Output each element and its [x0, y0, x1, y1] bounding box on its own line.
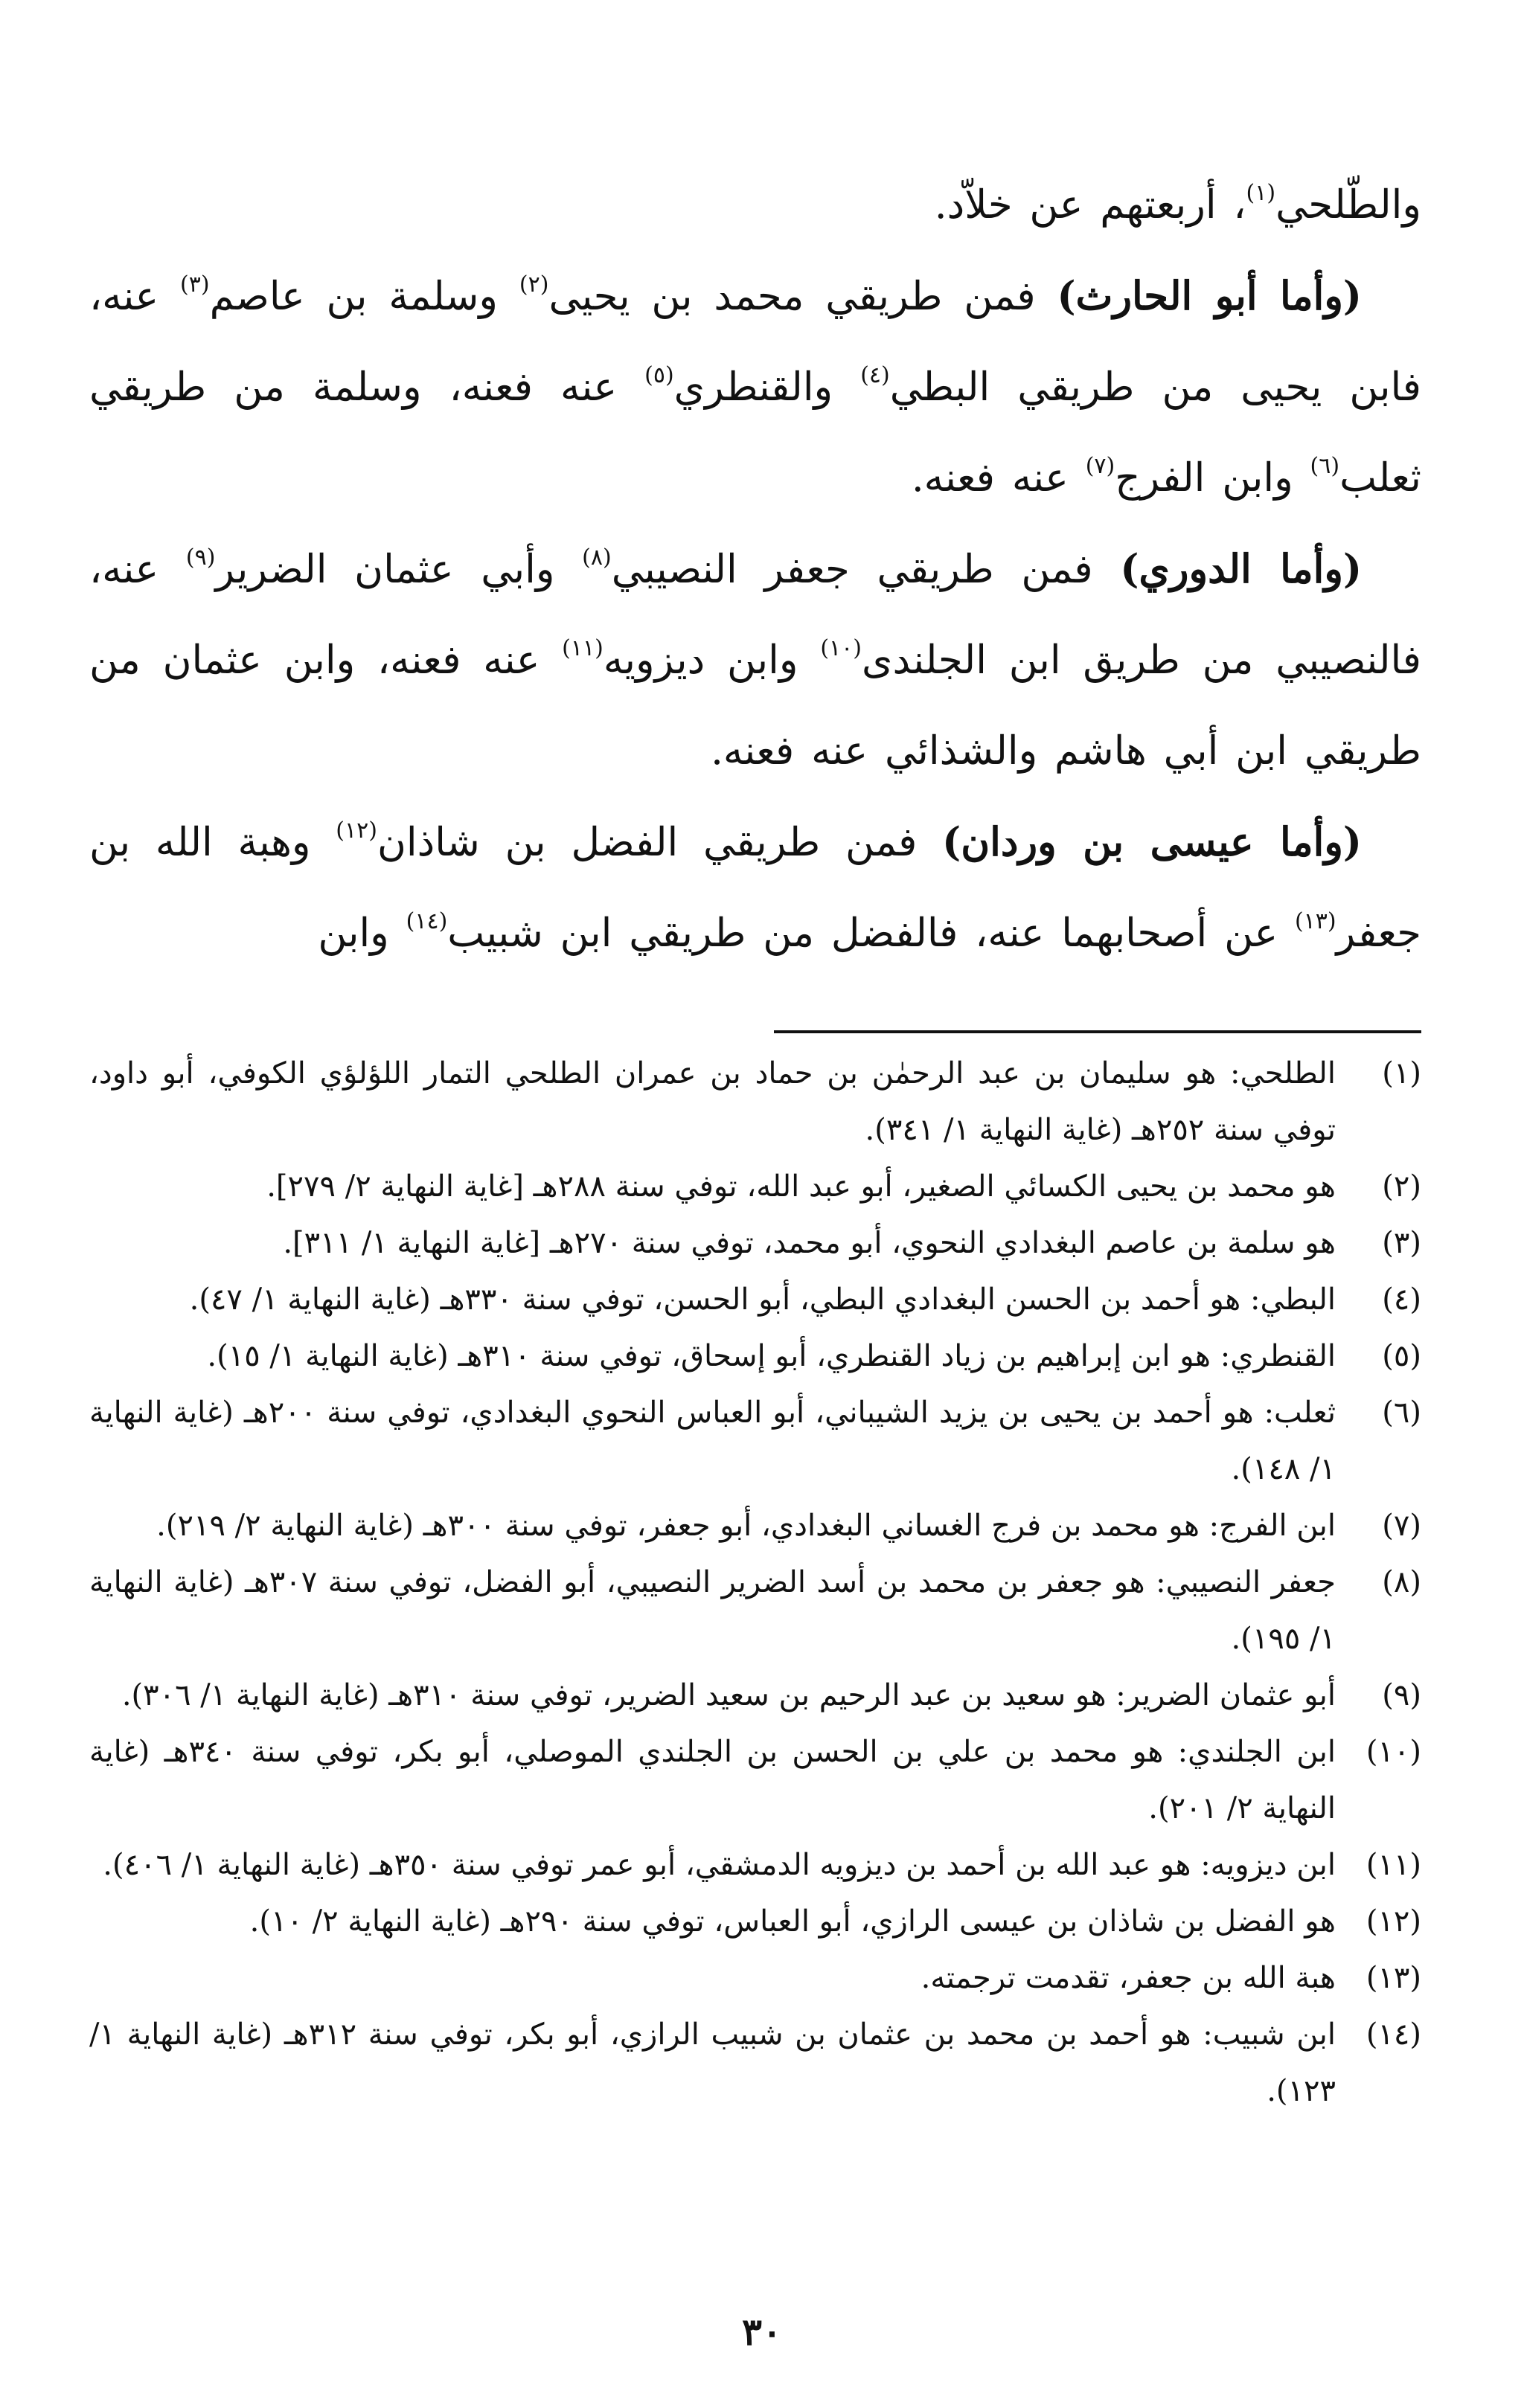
footnote-number: (٢): [1382, 1169, 1421, 1204]
footnote: [89, 1724, 1421, 1837]
page-number: ٣٠: [742, 2310, 782, 2354]
text-run: عنه فعنه.: [911, 455, 1086, 501]
paragraph-isa-ibn-wardan: [89, 797, 1421, 979]
footnote-number: (١١): [1365, 1848, 1421, 1882]
text-run: عنه، فالنصيبي من طريق ابن الجلندى: [89, 547, 1421, 683]
text-run: عنه، فابن يحيى من طريقي البطي: [89, 274, 1422, 410]
footnote-text: ثعلب: هو أحمد بن يحيى بن يزيد الشيباني، أبو العباس النحوي البغدادي، توفي سنة ٢٠٠هـ (غاية النهاية ١/ ١٤٨).: [89, 1396, 1336, 1486]
footnote-number: (٥): [1382, 1339, 1421, 1373]
footnote-text: ابن الجلندي: هو محمد بن علي بن الحسن بن الجلندي الموصلي، أبو بكر، توفي سنة ٣٤٠هـ (غاية النهاية ٢/ ٢٠١).: [89, 1735, 1336, 1826]
footnote-ref: (٨): [582, 545, 612, 571]
footnote: [89, 1893, 1421, 1950]
text-run: ، أربعتهم عن خلاّد.: [934, 182, 1246, 228]
paragraph-1: [89, 160, 1421, 251]
text-run: فمن طريقي محمد بن يحيى: [548, 274, 1057, 319]
section-heading: (وأما أبو الحارث): [1057, 273, 1362, 319]
footnote-text: جعفر النصيبي: هو جعفر بن محمد بن أسد الضرير النصيبي، أبو الفضل، توفي سنة ٣٠٧هـ (غاية النهاية ١/ ١٩٥).: [89, 1565, 1336, 1656]
footnote-number: (١): [1382, 1056, 1421, 1091]
footnote: [89, 1045, 1421, 1158]
footnote-text: هو سلمة بن عاصم البغدادي النحوي، أبو محمد، توفي سنة ٢٧٠هـ [غاية النهاية ١/ ٣١١].: [283, 1226, 1336, 1260]
footnote-ref: (١١): [562, 635, 603, 661]
text-run: والطّلحي: [1275, 182, 1421, 228]
footnote-number: (٣): [1382, 1226, 1421, 1260]
text-run: عن أصحابهما عنه، فالفضل من طريقي ابن شبيب: [447, 911, 1295, 956]
footnote: [89, 1215, 1421, 1271]
footnote-number: (١٤): [1365, 2017, 1421, 2052]
footnote-ref: (٦): [1310, 453, 1340, 479]
footnote: [89, 1667, 1421, 1724]
text-run: وأبي عثمان الضرير: [215, 547, 583, 592]
footnote-divider: [774, 1030, 1421, 1033]
footnote-ref: (٩): [185, 545, 216, 571]
section-heading: (وأما عيسى بن وردان): [942, 819, 1362, 865]
section-heading: (وأما الدوري): [1120, 546, 1363, 592]
text-run: وسلمة بن عاصم: [209, 274, 519, 319]
footnote: [89, 1554, 1421, 1667]
footnote-ref: (٤): [860, 362, 890, 388]
footnote-ref: (٢): [519, 272, 549, 298]
footnote-ref: (٥): [644, 362, 674, 388]
text-run: فمن طريقي الفضل بن شاذان: [377, 820, 943, 865]
footnote-ref: (١٤): [406, 908, 448, 934]
footnote-text: هبة الله بن جعفر، تقدمت ترجمته.: [921, 1961, 1336, 1995]
footnote-ref: (١٣): [1294, 908, 1336, 934]
book-page: [89, 160, 1421, 2362]
paragraph-abu-al-harith: [89, 251, 1421, 524]
footnote-number: (٧): [1382, 1509, 1421, 1543]
footnote-text: أبو عثمان الضرير: هو سعيد بن عبد الرحيم بن سعيد الضرير، توفي سنة ٣١٠هـ (غاية النهاية ١/ ٣٠٦).: [121, 1678, 1336, 1712]
footnote: [89, 1328, 1421, 1384]
footnote-number: (١٣): [1365, 1961, 1421, 1995]
text-run: وابن: [318, 911, 406, 956]
footnote: [89, 1950, 1421, 2006]
text-run: والقنطري: [673, 365, 861, 410]
footnote: [89, 2006, 1421, 2119]
footnote-text: ابن ديزويه: هو عبد الله بن أحمد بن ديزويه الدمشقي، أبو عمر توفي سنة ٣٥٠هـ (غاية النهاية ١/ ٤٠٦).: [103, 1848, 1336, 1882]
footnote: [89, 1497, 1421, 1554]
footnote-ref: (٣): [180, 272, 210, 298]
text-run: وابن ديزويه: [603, 638, 821, 683]
text-run: وهبة الله بن جعفر: [89, 820, 1421, 956]
footnotes: [89, 1045, 1421, 2119]
text-run: وابن الفرج: [1115, 455, 1310, 501]
footnote-number: (٦): [1382, 1396, 1421, 1430]
text-run: عنه فعنه، وابن عثمان من طريقي ابن أبي هاشم والشذائي عنه فعنه.: [89, 638, 1421, 774]
footnote-number: (٤): [1382, 1282, 1421, 1317]
footnote-text: القنطري: هو ابن إبراهيم بن زياد القنطري، أبو إسحاق، توفي سنة ٣١٠هـ (غاية النهاية ١/ ١٥).: [207, 1339, 1336, 1373]
text-run: عنه فعنه، وسلمة من طريقي ثعلب: [89, 365, 1421, 501]
footnote-text: ابن شبيب: هو أحمد بن محمد بن عثمان بن شبيب الرازي، أبو بكر، توفي سنة ٣١٢هـ (غاية النهاية ١/ ١٢٣).: [89, 2017, 1336, 2108]
footnote-number: (٩): [1382, 1678, 1421, 1712]
paragraph-al-duri: [89, 524, 1421, 797]
footnote-ref: (١٠): [820, 635, 862, 661]
footnote-ref: (١٢): [336, 818, 377, 844]
footnote-text: هو محمد بن يحيى الكسائي الصغير، أبو عبد الله، توفي سنة ٢٨٨هـ [غاية النهاية ٢/ ٢٧٩].: [266, 1169, 1336, 1204]
footnote-text: الطلحي: هو سليمان بن عبد الرحمٰن بن حماد بن عمران الطلحي التمار اللؤلؤي الكوفي، أبو داود، توفي سنة ٢٥٢هـ (غاية النهاية ١/ ٣٤١).: [89, 1056, 1336, 1147]
footnote: [89, 1837, 1421, 1893]
footnote-ref: (٧): [1085, 453, 1115, 479]
footnote-text: ابن الفرج: هو محمد بن فرج الغساني البغدادي، أبو جعفر، توفي سنة ٣٠٠هـ (غاية النهاية ٢/ ٢١٩).: [156, 1509, 1336, 1543]
footnote-ref: (١): [1246, 180, 1276, 206]
footnote: [89, 1158, 1421, 1215]
footnote-number: (١٢): [1365, 1904, 1421, 1939]
footnote-text: هو الفضل بن شاذان بن عيسى الرازي، أبو العباس، توفي سنة ٢٩٠هـ (غاية النهاية ٢/ ١٠).: [249, 1904, 1336, 1939]
text-run: فمن طريقي جعفر النصيبي: [611, 547, 1121, 592]
footnote: [89, 1271, 1421, 1328]
footnote: [89, 1384, 1421, 1497]
main-text: [89, 160, 1421, 979]
footnote-text: البطي: هو أحمد بن الحسن البغدادي البطي، أبو الحسن، توفي سنة ٣٣٠هـ (غاية النهاية ١/ ٤٧).: [189, 1282, 1336, 1317]
footnote-number: (١٠): [1365, 1735, 1421, 1769]
footnote-number: (٨): [1382, 1565, 1421, 1599]
